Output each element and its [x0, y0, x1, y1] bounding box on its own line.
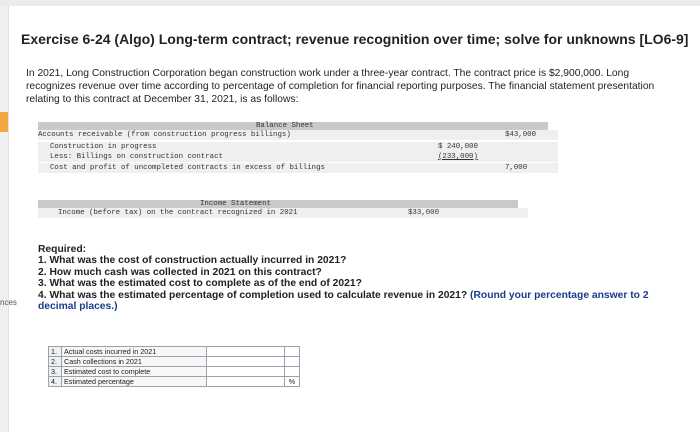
left-panel-tab[interactable] — [0, 112, 8, 132]
row-label: Income (before tax) on the contract recognized in 2021 — [58, 209, 298, 217]
answer-value[interactable] — [209, 358, 282, 366]
unit-cell — [285, 367, 300, 377]
required-section — [38, 244, 653, 312]
row-label: Actual costs incurred in 2021 — [62, 347, 207, 357]
answer-input[interactable] — [207, 357, 285, 367]
row-label: Estimated percentage — [62, 377, 207, 387]
unit-cell — [285, 347, 300, 357]
row-label: Less: Billings on construction contract — [50, 153, 223, 161]
balance-sheet-row — [38, 163, 558, 173]
table-row — [49, 357, 300, 367]
answer-value[interactable] — [209, 378, 282, 386]
answer-input[interactable] — [207, 377, 285, 387]
table-row — [49, 367, 300, 377]
income-statement-header — [38, 200, 518, 208]
balance-sheet-row — [38, 152, 558, 162]
row-number: 4. — [49, 377, 62, 387]
row-value: $33,000 — [408, 209, 440, 217]
row-label: Estimated cost to complete — [62, 367, 207, 377]
answer-value[interactable] — [209, 368, 282, 376]
table-row — [49, 377, 300, 387]
row-value-1: $ 240,000 — [438, 143, 478, 151]
income-statement-heading: Income Statement — [200, 200, 271, 208]
row-label: Cost and profit of uncompleted contracts in excess of billings — [50, 164, 325, 172]
answer-input[interactable] — [207, 347, 285, 357]
balance-sheet-row — [38, 142, 558, 152]
rounding-note: (Round your percentage answer to 2 decimal places.) — [38, 289, 649, 313]
row-value-2: 7,000 — [505, 164, 528, 172]
unit-cell — [285, 357, 300, 367]
balance-sheet-row — [38, 130, 558, 140]
top-bar — [0, 0, 700, 6]
exercise-intro: In 2021, Long Construction Corporation began construction work under a three-year contract. The contract price is $2,900,000. Long recognizes revenue over time according to percentage of completion for financial reporting purposes. The financial statement presentation relating to this contract at December 31, 2021, is as follows: — [26, 68, 655, 105]
row-value-2: $43,000 — [505, 131, 537, 139]
income-statement-row — [38, 208, 528, 218]
row-number: 3. — [49, 367, 62, 377]
side-panel-text: nces — [0, 298, 17, 307]
balance-sheet-heading: Balance Sheet — [256, 122, 314, 130]
row-label: Construction in progress — [50, 143, 157, 151]
table-row — [49, 347, 300, 357]
row-number: 2. — [49, 357, 62, 367]
answer-table — [48, 346, 300, 387]
percent-unit: % — [285, 377, 300, 387]
row-value-1: (233,000) — [438, 153, 478, 161]
question-3: 3. What was the estimated cost to complete as of the end of 2021? — [38, 278, 362, 290]
left-panel-edge — [0, 6, 9, 432]
answer-value[interactable] — [209, 348, 282, 356]
row-number: 1. — [49, 347, 62, 357]
row-label: Accounts receivable (from construction progress billings) — [38, 131, 291, 139]
balance-sheet-header — [38, 122, 548, 130]
question-1: 1. What was the cost of construction actually incurred in 2021? — [38, 255, 347, 267]
exercise-title: Exercise 6-24 (Algo) Long-term contract; revenue recognition over time; solve for unknowns [LO6-9] — [21, 31, 689, 47]
question-4-block — [38, 290, 653, 313]
question-2: 2. How much cash was collected in 2021 on this contract? — [38, 266, 322, 278]
row-label: Cash collections in 2021 — [62, 357, 207, 367]
question-4: 4. What was the estimated percentage of completion used to calculate revenue in 2021? — [38, 289, 468, 301]
answer-input[interactable] — [207, 367, 285, 377]
required-heading: Required: — [38, 244, 87, 255]
